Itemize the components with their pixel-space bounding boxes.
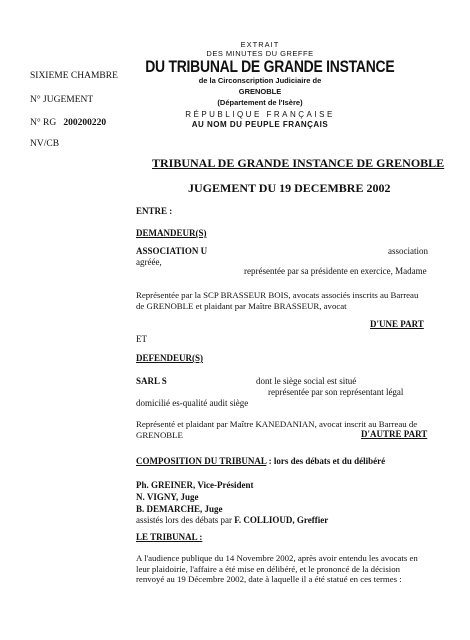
greffier-line	[136, 516, 328, 525]
tribunal-member-2: N. VIGNY, Juge	[136, 492, 199, 502]
stamp-city: GRENOBLE	[238, 87, 282, 96]
tribunal-member-3: B. DEMARCHE, Juge	[136, 504, 223, 514]
composition-rest: : lors des débats et du délibéré	[266, 456, 386, 466]
entre-label: ENTRE :	[136, 206, 173, 216]
initials: NV/CB	[30, 139, 60, 149]
stamp-departement: (Département de l'Isère)	[217, 98, 303, 107]
stamp-republique: RÉPUBLIQUE FRANÇAISE	[185, 110, 335, 119]
demandeur-counsel	[136, 290, 418, 311]
stamp-minutes: DES MINUTES DU GREFFE	[206, 49, 314, 58]
stamp-circonscription: de la Circonscription Judiciaire de	[198, 76, 322, 85]
demandeur-counsel-line-1: Représentée par la SCP BRASSEUR BOIS, avocats associés inscrits au Barreau	[136, 290, 419, 300]
defendeur-counsel-line-1: Représenté et plaidant par Maître KANEDANIAN, avocat inscrit au Barreau de	[136, 419, 418, 429]
sarl-name: SARL S	[136, 376, 167, 386]
greffier-text: assistés lors des débats par	[136, 515, 235, 525]
tribunal-member-1: Ph. GREINER, Vice-Président	[136, 480, 254, 490]
dune-part-label: D'UNE PART	[370, 319, 424, 329]
stamp-peuple: AU NOM DU PEUPLE FRANÇAIS	[191, 120, 329, 129]
le-tribunal-heading: LE TRIBUNAL :	[136, 532, 203, 542]
court-stamp	[145, 40, 395, 130]
association-name: ASSOCIATION U	[136, 246, 208, 256]
deliberation-line-1: A l'audience publique du 14 Novembre 2002, après avoir entendu les avocats en	[136, 553, 418, 563]
rg-number: 200200220	[63, 118, 107, 128]
demandeur-heading: DEMANDEUR(S)	[136, 228, 207, 238]
demandeur-counsel-line-2: de GRENOBLE et plaidant par Maître BRASSEUR, avocat	[136, 300, 347, 311]
composition-line	[136, 457, 385, 466]
deliberation-paragraph	[136, 553, 418, 585]
deliberation-line-3: renvoyé au 19 Décembre 2002, date à laquelle il a été statué en ces termes :	[136, 574, 402, 585]
chambre-label: SIXIEME CHAMBRE	[30, 71, 118, 81]
stamp-tribunal: DU TRIBUNAL DE GRANDE INSTANCE	[145, 57, 395, 76]
rg-line	[30, 119, 106, 129]
composition-title: COMPOSITION DU TRIBUNAL	[136, 456, 267, 466]
defendeur-heading: DEFENDEUR(S)	[136, 353, 204, 363]
siege-text: dont le siège social est situé	[256, 376, 357, 386]
defendeur-counsel-line-2: GRENOBLE	[136, 429, 183, 440]
greffier-name: F. COLLIOUD, Greffier	[234, 515, 329, 525]
document-title: TRIBUNAL DE GRANDE INSTANCE DE GRENOBLE	[152, 156, 445, 170]
agreee-text: agréée,	[136, 257, 162, 267]
domicilie-text: domicilié es-qualité audit siège	[136, 398, 249, 408]
rg-label: N° RG	[30, 118, 57, 128]
judgment-date-title: JUGEMENT DU 19 DECEMBRE 2002	[188, 181, 391, 195]
jugement-number-label: N° JUGEMENT	[30, 95, 94, 105]
association-type: association	[388, 246, 428, 256]
rep-legal-text: représentée par son représentant légal	[268, 387, 404, 397]
representee-text: représentée par sa présidente en exercice, Madame	[244, 266, 427, 276]
stamp-extrait: EXTRAIT	[240, 40, 280, 49]
dautre-part-label: D'AUTRE PART	[361, 429, 428, 439]
et-label: ET	[136, 334, 147, 344]
deliberation-line-2: leur plaidoirie, l'affaire a été mise en délibéré, et le prononcé de la décision	[136, 563, 400, 574]
